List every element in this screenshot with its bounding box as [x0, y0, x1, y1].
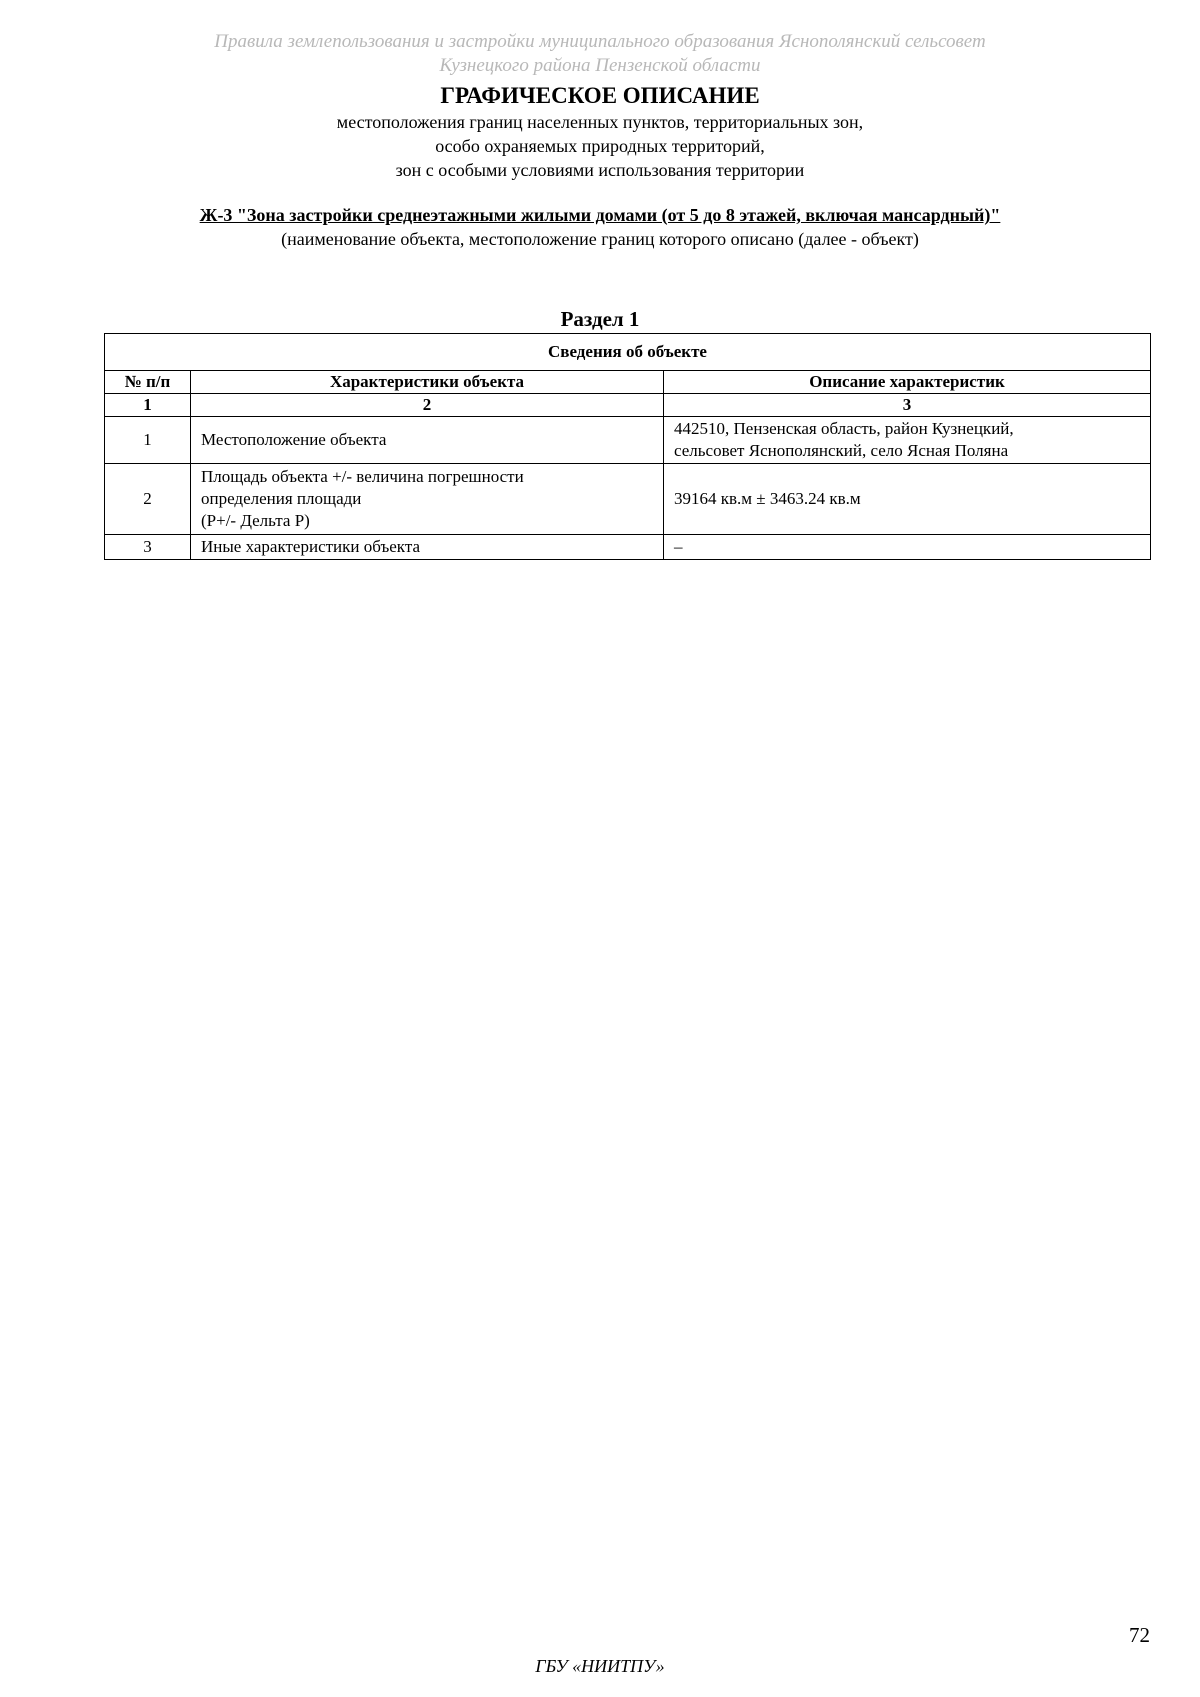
header-number: № п/п	[105, 371, 191, 394]
row-characteristic	[191, 417, 664, 464]
document-subtitle	[0, 110, 1200, 182]
row-characteristic	[191, 464, 664, 535]
table-title: Сведения об объекте	[105, 334, 1151, 371]
column-number-2: 2	[191, 394, 664, 417]
object-caption: (наименование объекта, местоположение границ которого описано (далее - объект)	[281, 229, 919, 249]
page-number: 72	[1129, 1623, 1150, 1647]
header-description: Описание характеристик	[664, 371, 1151, 394]
object-info-table	[104, 333, 1151, 560]
description-line: –	[674, 537, 683, 556]
description-line: сельсовет Яснополянский, село Ясная Поляна	[674, 441, 1009, 460]
subtitle-line-2: особо охраняемых природных территорий,	[435, 136, 765, 156]
column-number-row	[105, 394, 1151, 417]
row-characteristic	[191, 535, 664, 560]
row-number: 2	[105, 464, 191, 535]
running-header-line-2: Кузнецкого района Пензенской области	[439, 55, 761, 76]
table-header-row	[105, 371, 1151, 394]
header-characteristic: Характеристики объекта	[191, 371, 664, 394]
table-row	[105, 417, 1151, 464]
subtitle-line-3: зон с особыми условиями использования территории	[395, 160, 805, 180]
table-row	[105, 535, 1151, 560]
row-description	[664, 535, 1151, 560]
object-name: Ж-3 "Зона застройки среднеэтажными жилыми домами (от 5 до 8 этажей, включая мансардный)"	[199, 205, 1001, 225]
row-description	[664, 417, 1151, 464]
running-header-line-1: Правила землепользования и застройки муниципального образования Яснополянский сельсовет	[214, 31, 986, 52]
row-description	[664, 464, 1151, 535]
characteristic-line: Иные характеристики объекта	[201, 537, 421, 556]
table-row	[105, 464, 1151, 535]
column-number-1: 1	[105, 394, 191, 417]
characteristic-line: (Р+/- Дельта Р)	[201, 511, 310, 530]
characteristic-line: определения площади	[201, 489, 362, 508]
running-header	[0, 30, 1200, 78]
document-title: ГРАФИЧЕСКОЕ ОПИСАНИЕ	[440, 83, 760, 108]
section-title: Раздел 1	[560, 307, 640, 331]
table-title-row	[105, 334, 1151, 371]
row-number: 3	[105, 535, 191, 560]
description-line: 442510, Пензенская область, район Кузнецкий,	[674, 419, 1014, 438]
subtitle-line-1: местоположения границ населенных пунктов, территориальных зон,	[336, 112, 864, 132]
row-number: 1	[105, 417, 191, 464]
page-footer: ГБУ «НИИТПУ»	[535, 1656, 665, 1676]
characteristic-line: Местоположение объекта	[201, 430, 387, 449]
description-line: 39164 кв.м ± 3463.24 кв.м	[674, 489, 861, 508]
column-number-3: 3	[664, 394, 1151, 417]
characteristic-line: Площадь объекта +/- величина погрешности	[201, 467, 524, 486]
